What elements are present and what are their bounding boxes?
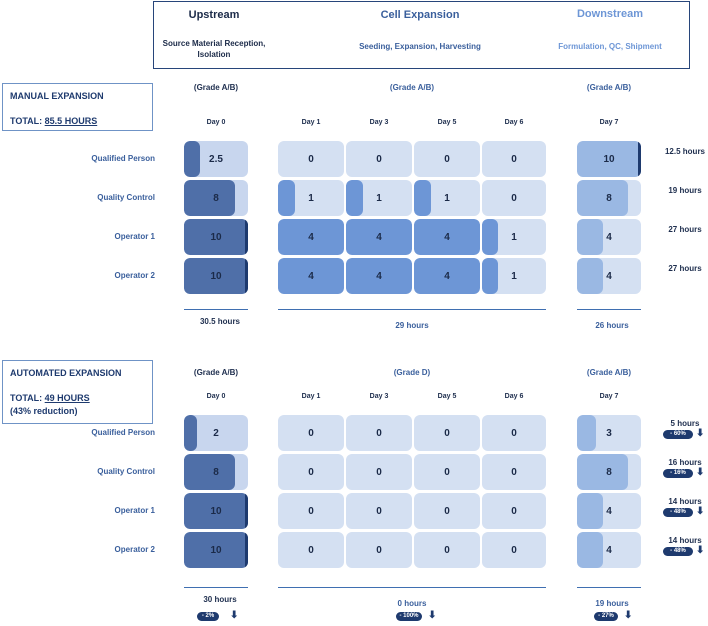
cell-value: 0 [308,153,314,165]
automated-cell [184,415,248,451]
automated-day-label: Day 0 [206,393,226,400]
cell-value: 4 [606,270,612,282]
automated-grade-upstream: (Grade A/B) [193,368,239,377]
automated-row-label: Operator 2 [114,545,155,554]
manual-cell [346,141,412,177]
automated-total-value: 49 HOURS [44,393,90,403]
manual-grade-downstream: (Grade A/B) [586,83,632,92]
cell-value: 4 [376,270,382,282]
cell-value: 3 [606,427,612,439]
automated-line-expansion [278,587,546,588]
automated-row-total: 14 hours [668,497,702,506]
automated-cell [414,454,480,490]
cell-value: 8 [213,192,219,204]
cell-value: 10 [210,270,222,282]
automated-cell [184,493,248,529]
automated-cell [482,493,546,529]
down-arrow-icon: ⬇ [696,428,705,439]
manual-total [10,116,97,126]
manual-cell [184,141,248,177]
cell-value: 8 [213,466,219,478]
cell-value: 10 [210,544,222,556]
cell-value: 4 [308,270,314,282]
down-arrow-icon: ⬇ [230,610,239,621]
cell-value: 0 [444,505,450,517]
downstream-subtitle: Formulation, QC, Shipment [558,42,662,51]
automated-title: AUTOMATED EXPANSION [10,368,122,378]
cell-value: 0 [511,192,517,204]
automated-cell [346,454,412,490]
automated-reduction: (43% reduction) [10,406,78,416]
automated-line-downstream [577,587,641,588]
automated-day-label: Day 7 [599,393,619,400]
manual-cell [184,180,248,216]
manual-line-downstream [577,309,641,310]
automated-cell [184,532,248,568]
automated-row-badge: - 48% [663,547,693,556]
cell-value: 2 [213,427,219,439]
automated-day-label: Day 6 [504,393,524,400]
manual-grade-expansion: (Grade A/B) [389,83,435,92]
manual-day-label: Day 6 [504,119,524,126]
manual-cell [184,258,248,294]
cell-value: 0 [444,427,450,439]
manual-cell [577,141,641,177]
cell-value: 0 [376,544,382,556]
automated-cell [577,532,641,568]
down-arrow-icon: ⬇ [696,467,705,478]
cell-value: 0 [511,544,517,556]
automated-row-label: Qualified Person [91,428,155,437]
automated-line-upstream [184,587,248,588]
manual-row-label: Operator 1 [114,232,155,241]
manual-total-expansion: 29 hours [395,321,429,330]
upstream-subtitle: Source Material Reception, Isolation [162,39,266,59]
cell-value: 0 [511,427,517,439]
upstream-title: Upstream [188,9,240,21]
cell-value: 4 [444,270,450,282]
down-arrow-icon: ⬇ [624,610,633,621]
automated-cell [414,532,480,568]
cell-value: 1 [308,192,314,204]
cell-value: 0 [444,466,450,478]
automated-cell [577,454,641,490]
manual-cell [278,141,344,177]
manual-cell [414,141,480,177]
manual-total-value: 85.5 HOURS [44,116,98,126]
cell-value: 0 [376,505,382,517]
manual-total-upstream: 30.5 hours [199,317,240,326]
automated-cell [482,415,546,451]
automated-row-label: Operator 1 [114,506,155,515]
automated-total-expansion: 0 hours [397,599,427,608]
automated-row-badge: - 60% [663,430,693,439]
cell-value: 0 [308,466,314,478]
cell-value: 2.5 [209,153,223,165]
cell-value: 0 [444,544,450,556]
cell-value: 1 [511,270,517,282]
cell-value: 0 [511,466,517,478]
automated-row-label: Quality Control [97,467,155,476]
automated-cell [346,493,412,529]
manual-line-expansion [278,309,546,310]
automated-grade-downstream: (Grade A/B) [586,368,632,377]
automated-cell [482,454,546,490]
manual-row-total: 27 hours [668,264,702,273]
manual-row-label: Operator 2 [114,271,155,280]
manual-row-total: 27 hours [668,225,702,234]
manual-day-label: Day 0 [206,119,226,126]
manual-cell [346,258,412,294]
manual-cell [414,219,480,255]
cell-value: 4 [444,231,450,243]
cell-value: 0 [444,153,450,165]
manual-cell [278,180,344,216]
manual-day-label: Day 5 [437,119,457,126]
cell-value: 0 [308,544,314,556]
manual-cell [278,219,344,255]
automated-total-upstream: 30 hours [203,595,237,604]
manual-title: MANUAL EXPANSION [10,91,104,101]
manual-row-total: 12.5 hours [664,147,705,156]
manual-total-label: TOTAL: [10,116,45,126]
manual-day-label: Day 7 [599,119,619,126]
manual-cell [577,219,641,255]
down-arrow-icon: ⬇ [428,610,437,621]
manual-row-label: Quality Control [97,193,155,202]
manual-cell [414,258,480,294]
automated-total [10,393,90,403]
automated-col-badge: - 2% [197,612,219,621]
cell-value: 0 [511,153,517,165]
cell-value: 0 [376,153,382,165]
automated-total-label: TOTAL: [10,393,45,403]
expansion-subtitle: Seeding, Expansion, Harvesting [359,42,481,51]
automated-cell [278,454,344,490]
automated-cell [184,454,248,490]
cell-value: 4 [376,231,382,243]
cell-value: 0 [308,505,314,517]
manual-cell [346,219,412,255]
automated-col-badge: - 100% [396,612,422,621]
automated-cell [414,493,480,529]
automated-cell [577,493,641,529]
manual-day-label: Day 1 [301,119,321,126]
down-arrow-icon: ⬇ [696,506,705,517]
manual-cell [482,180,546,216]
manual-cell [346,180,412,216]
cell-value: 0 [376,466,382,478]
cell-value: 10 [603,153,615,165]
manual-cell [482,258,546,294]
manual-cell [577,258,641,294]
automated-row-total: 5 hours [670,419,700,428]
cell-value: 10 [210,505,222,517]
cell-value: 8 [606,466,612,478]
downstream-title: Downstream [576,8,644,20]
automated-col-badge: - 27% [594,612,618,621]
automated-cell [346,415,412,451]
cell-value: 1 [376,192,382,204]
manual-total-downstream: 26 hours [595,321,629,330]
expansion-title: Cell Expansion [380,9,460,21]
automated-cell [278,493,344,529]
cell-value: 1 [444,192,450,204]
manual-cell [482,141,546,177]
automated-row-total: 16 hours [668,458,702,467]
cell-value: 4 [606,505,612,517]
automated-cell [577,415,641,451]
automated-cell [482,532,546,568]
automated-cell [278,415,344,451]
cell-value: 8 [606,192,612,204]
cell-value: 0 [511,505,517,517]
cell-value: 4 [308,231,314,243]
manual-cell [278,258,344,294]
cell-value: 4 [606,544,612,556]
automated-day-label: Day 1 [301,393,321,400]
automated-row-total: 14 hours [668,536,702,545]
manual-cell [184,219,248,255]
automated-total-downstream: 19 hours [595,599,629,608]
manual-day-label: Day 3 [369,119,389,126]
automated-cell [346,532,412,568]
cell-value: 0 [308,427,314,439]
manual-cell [482,219,546,255]
manual-grade-upstream: (Grade A/B) [193,83,239,92]
automated-day-label: Day 3 [369,393,389,400]
automated-day-label: Day 5 [437,393,457,400]
down-arrow-icon: ⬇ [696,545,705,556]
cell-value: 4 [606,231,612,243]
manual-line-upstream [184,309,248,310]
manual-cell [414,180,480,216]
automated-row-badge: - 48% [663,508,693,517]
cell-value: 10 [210,231,222,243]
cell-value: 1 [511,231,517,243]
manual-row-label: Qualified Person [91,154,155,163]
cell-value: 0 [376,427,382,439]
automated-row-badge: - 16% [663,469,693,478]
automated-cell [414,415,480,451]
automated-cell [278,532,344,568]
automated-grade-expansion: (Grade D) [393,368,431,377]
manual-row-total: 19 hours [668,186,702,195]
manual-cell [577,180,641,216]
